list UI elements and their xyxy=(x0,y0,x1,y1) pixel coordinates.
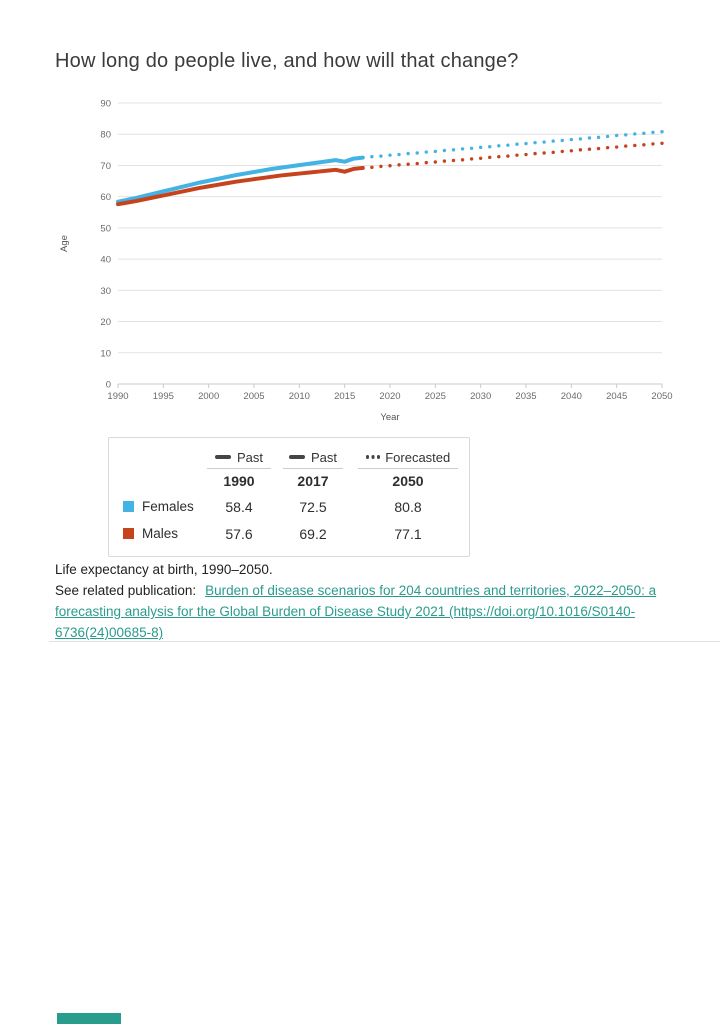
header-underline xyxy=(283,468,344,469)
legend-header-past-2017 xyxy=(277,445,349,469)
svg-text:2015: 2015 xyxy=(334,391,356,402)
caption-block xyxy=(55,559,675,643)
svg-text:2025: 2025 xyxy=(424,391,446,402)
value-females-1990: 58.4 xyxy=(225,498,253,515)
svg-text:20: 20 xyxy=(100,317,111,329)
males-color-swatch xyxy=(123,528,134,539)
related-publication-line xyxy=(55,580,675,643)
svg-text:Year: Year xyxy=(380,412,400,423)
svg-text:2020: 2020 xyxy=(379,391,401,402)
svg-text:10: 10 xyxy=(100,348,111,360)
legend-header-forecasted xyxy=(349,445,467,469)
females-color-swatch xyxy=(123,501,134,512)
year-header: 2017 xyxy=(297,473,329,489)
series-name: Males xyxy=(142,526,179,541)
value-females-2050: 80.8 xyxy=(394,498,422,515)
value-males-2050: 77.1 xyxy=(394,525,422,542)
svg-text:30: 30 xyxy=(100,285,111,297)
legend-header-label: Past xyxy=(310,449,337,465)
value-males-2017: 69.2 xyxy=(299,525,327,542)
svg-text:60: 60 xyxy=(100,192,111,204)
forecast-dots-glyph xyxy=(366,455,370,459)
past-line-glyph xyxy=(289,455,305,459)
section-divider xyxy=(49,641,720,642)
legend-header-row xyxy=(109,445,469,469)
footer-accent-bar xyxy=(57,1013,121,1024)
legend-row-females xyxy=(109,493,469,520)
series-name: Females xyxy=(142,499,194,514)
legend-year-row xyxy=(109,469,469,493)
year-header: 2050 xyxy=(392,473,424,489)
legend-row-males xyxy=(109,520,469,547)
svg-text:1995: 1995 xyxy=(152,391,174,402)
header-underline xyxy=(207,468,271,469)
related-publication-label: See related publication: xyxy=(55,583,197,598)
svg-text:2040: 2040 xyxy=(560,391,582,402)
related-publication-link[interactable]: Burden of disease scenarios for 204 countries and territories, 2022–2050: a forecasting analysis for the Global Burden of Disease Study 2021 (https://doi.org/10.1016/S0140-6736(24)00685-8) xyxy=(55,583,657,640)
chart-caption: Life expectancy at birth, 1990–2050. xyxy=(55,562,273,577)
svg-text:40: 40 xyxy=(100,254,111,266)
life-expectancy-chart xyxy=(0,0,673,432)
svg-text:2000: 2000 xyxy=(198,391,220,402)
header-underline xyxy=(358,468,457,469)
svg-text:2030: 2030 xyxy=(470,391,492,402)
value-females-2017: 72.5 xyxy=(299,498,327,515)
svg-text:Age: Age xyxy=(59,235,70,252)
legend-header-past-1990 xyxy=(201,445,277,469)
svg-text:50: 50 xyxy=(100,223,111,235)
past-line-glyph xyxy=(215,455,231,459)
svg-text:90: 90 xyxy=(100,98,111,110)
svg-text:0: 0 xyxy=(105,379,111,391)
svg-text:1990: 1990 xyxy=(107,391,129,402)
chart-canvas xyxy=(0,0,673,432)
svg-text:2050: 2050 xyxy=(651,391,673,402)
legend-header-label: Forecasted xyxy=(385,449,451,465)
value-males-1990: 57.6 xyxy=(225,525,253,542)
svg-text:2045: 2045 xyxy=(606,391,628,402)
year-header: 1990 xyxy=(223,473,255,489)
svg-text:80: 80 xyxy=(100,129,111,141)
svg-text:2035: 2035 xyxy=(515,391,537,402)
legend-table xyxy=(108,437,470,557)
svg-text:2005: 2005 xyxy=(243,391,265,402)
svg-text:2010: 2010 xyxy=(288,391,310,402)
svg-text:70: 70 xyxy=(100,160,111,172)
legend-header-label: Past xyxy=(236,449,263,465)
page-title: How long do people live, and how will that change? xyxy=(55,50,519,72)
